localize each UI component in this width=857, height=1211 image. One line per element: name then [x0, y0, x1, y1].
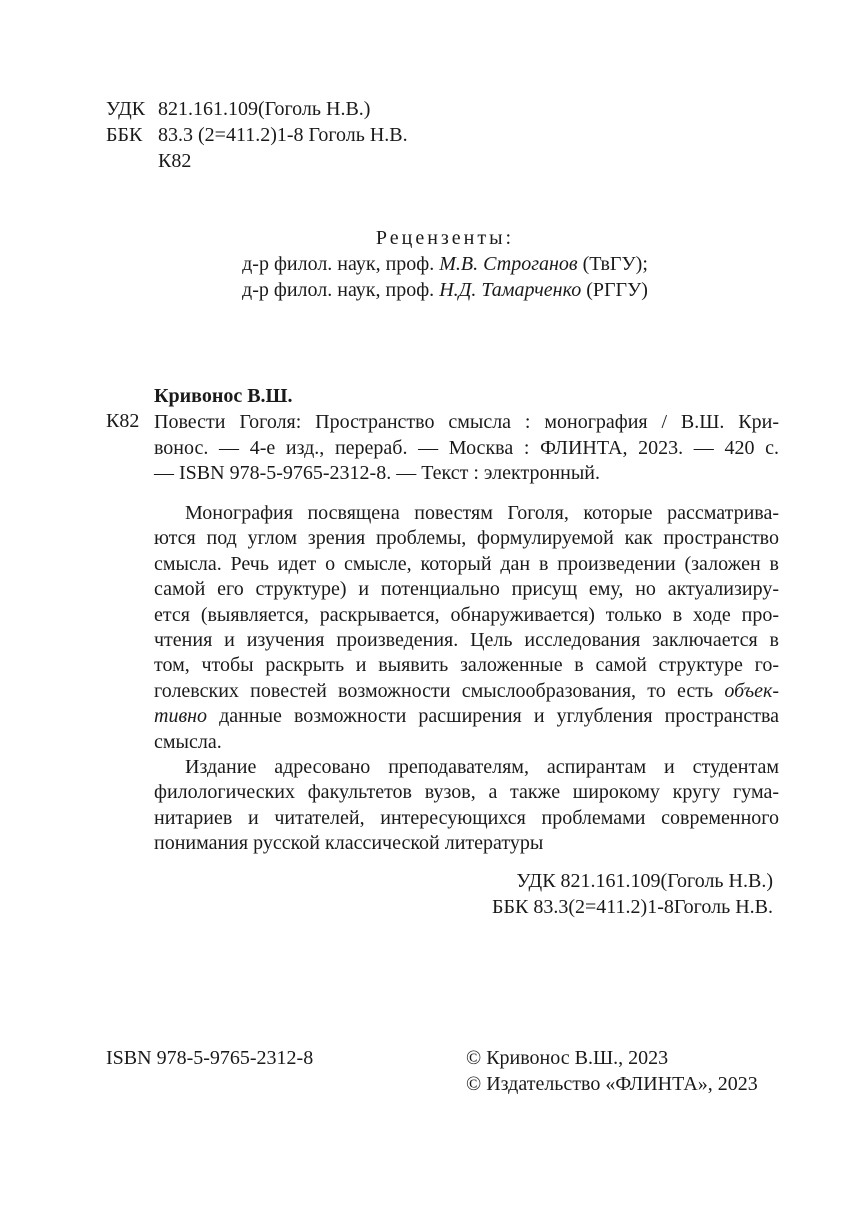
annotation-line: Монография посвящена повестям Гоголя, которые рассматрива-	[185, 502, 779, 524]
reviewer-1	[155, 251, 735, 277]
isbn: ISBN 978-5-9765-2312-8	[106, 1047, 314, 1069]
reviewer-2-name: Н.Д. Тамарченко	[439, 279, 582, 301]
annotation-line: Издание адресовано преподавателям, аспирантам и студентам	[185, 756, 779, 779]
reviewer-1-name: М.В. Строганов	[439, 253, 578, 275]
description-line: — ISBN 978-5-9765-2312-8. — Текст : электронный.	[154, 462, 600, 484]
annotation-line: ются под углом зрения проблемы, формулируемой как пространство	[154, 527, 779, 550]
reviewer-2-org: (РГГУ)	[586, 279, 648, 301]
annotation	[154, 501, 779, 857]
author-mark-top: К82	[158, 150, 192, 172]
author-mark-catalog: К82	[106, 410, 140, 432]
reviewer-2	[155, 277, 735, 303]
annotation-line: тивно данные возможности расширения и углубления пространства	[154, 705, 779, 728]
reviewer-2-title: д-р филол. наук, проф.	[242, 279, 435, 301]
annotation-line: понимания русской классической литературы	[154, 832, 544, 855]
copyright-block	[466, 1045, 758, 1097]
annotation-line: нитариев и читателей, интересующихся проблемами современного	[154, 806, 779, 829]
author-name: Кривонос В.Ш.	[154, 385, 293, 407]
annotation-line: голевских повестей возможности смыслообразования, то есть объек-	[154, 679, 779, 702]
reviewer-1-title: д-р филол. наук, проф.	[242, 253, 435, 275]
udk-label: УДК	[106, 98, 146, 120]
reviewers-heading: Рецензенты:	[375, 227, 515, 249]
annotation-line: том, чтобы раскрыть и выявить заложенные в самой структуре го-	[154, 654, 779, 677]
reviewer-1-org: (ТвГУ);	[582, 253, 648, 275]
footer-bbk: ББК 83.3(2=411.2)1-8Гоголь Н.В.	[492, 896, 773, 918]
copyright-author: © Кривонос В.Ш., 2023	[466, 1047, 669, 1069]
bbk-label: ББК	[106, 124, 143, 146]
annotation-line: смысла. Речь идет о смысле, который дан в произведении (заложен в	[154, 552, 779, 575]
reviewers-block	[155, 225, 735, 303]
description-line: Повести Гоголя: Пространство смысла : монография / В.Ш. Кри-	[154, 411, 779, 433]
annotation-italic: тивно	[154, 705, 208, 728]
annotation-line: чтения и изучения произведения. Цель исследования заключается в	[154, 629, 779, 652]
copyright-publisher: © Издательство «ФЛИНТА», 2023	[466, 1073, 758, 1095]
annotation-line: ется (выявляется, раскрывается, обнаруживается) только в ходе про-	[154, 603, 779, 626]
annotation-italic: объек-	[724, 679, 779, 702]
annotation-line: филологических факультетов вузов, а также широкому кругу гума-	[154, 781, 779, 804]
footer-udk: УДК 821.161.109(Гоголь Н.В.)	[516, 870, 773, 892]
description-line: вонос. — 4-е изд., перераб. — Москва : ФЛИНТА, 2023. — 420 с.	[154, 436, 779, 459]
bibliographic-description	[154, 410, 779, 487]
header-classification	[106, 96, 408, 174]
bbk-value: 83.3 (2=411.2)1-8 Гоголь Н.В.	[158, 124, 408, 146]
annotation-line: самой его структуре) и потенциально присущ ему, но актуализиру-	[154, 578, 779, 601]
footer-classification	[492, 868, 773, 920]
udk-value: 821.161.109(Гоголь Н.В.)	[158, 98, 371, 120]
annotation-line: смысла.	[154, 730, 222, 753]
